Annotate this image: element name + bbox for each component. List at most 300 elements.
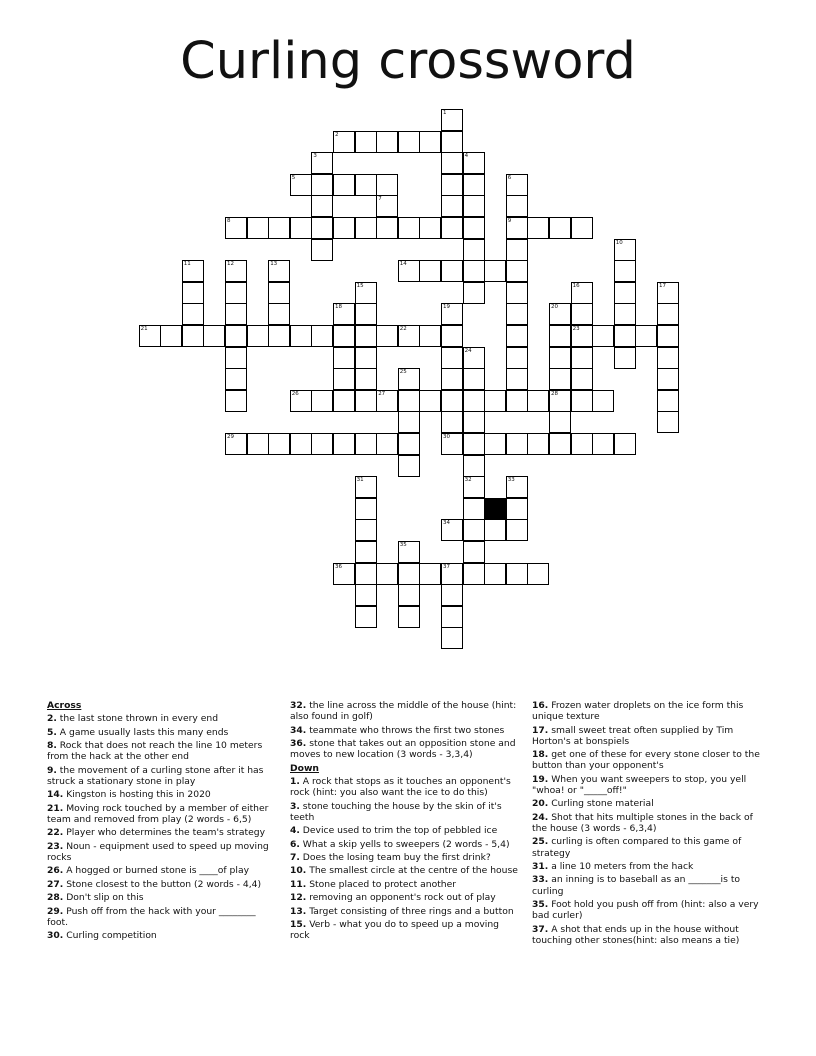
grid-cell[interactable] xyxy=(398,260,420,282)
clue-number-label: 5. xyxy=(47,726,57,738)
grid-cell[interactable] xyxy=(592,390,614,412)
grid-cell[interactable] xyxy=(549,325,571,347)
clue-text: A rock that stops as it touches an opponent's rock (hint: you also want the ice to do this) xyxy=(290,775,511,799)
grid-cell[interactable] xyxy=(549,411,571,433)
grid-cell[interactable] xyxy=(614,347,636,369)
grid-cell[interactable] xyxy=(463,433,485,455)
grid-cell[interactable] xyxy=(463,411,485,433)
grid-cell[interactable] xyxy=(506,174,528,196)
grid-cell[interactable] xyxy=(355,325,377,347)
clue-number-label: 18. xyxy=(532,749,549,761)
clue-number-label: 20. xyxy=(532,798,549,810)
grid-cell[interactable] xyxy=(463,368,485,390)
clue-number: 14 xyxy=(399,261,407,268)
grid-cell[interactable] xyxy=(441,584,463,606)
clue-number: 28 xyxy=(551,390,558,397)
down-clue-list-cont xyxy=(532,700,764,946)
grid-cell[interactable] xyxy=(311,174,333,196)
clue xyxy=(290,825,520,836)
grid-cell[interactable] xyxy=(571,303,593,325)
grid-cell[interactable] xyxy=(398,541,420,563)
grid-cell[interactable] xyxy=(225,325,247,347)
grid-cell[interactable] xyxy=(571,325,593,347)
grid-cell[interactable] xyxy=(463,390,485,412)
grid-cell[interactable] xyxy=(441,109,463,131)
grid-cell[interactable] xyxy=(376,325,398,347)
grid-cell[interactable] xyxy=(463,347,485,369)
grid-cell[interactable] xyxy=(398,606,420,628)
grid-cell[interactable] xyxy=(506,347,528,369)
clue-number: 3 xyxy=(313,153,317,160)
clue xyxy=(47,713,271,724)
grid-cell[interactable] xyxy=(333,368,355,390)
clue xyxy=(290,879,520,890)
clue xyxy=(47,727,271,738)
grid-cell[interactable] xyxy=(355,390,377,412)
clue xyxy=(532,899,764,921)
clue-text: removing an opponent's rock out of play xyxy=(306,892,496,904)
clue-text: get one of these for every stone closer to the button than your opponent's xyxy=(532,749,760,772)
grid-cell[interactable] xyxy=(182,325,204,347)
clue-text: What a skip yells to sweepers (2 words - 5,4) xyxy=(299,838,510,850)
clue-number-label: 8. xyxy=(47,740,57,752)
grid-cell[interactable] xyxy=(182,303,204,325)
grid-cell[interactable] xyxy=(268,325,290,347)
grid-cell[interactable] xyxy=(203,325,225,347)
grid-cell[interactable] xyxy=(268,282,290,304)
grid-cell[interactable] xyxy=(441,519,463,541)
grid-cell[interactable] xyxy=(463,563,485,585)
grid-cell[interactable] xyxy=(398,563,420,585)
grid-cell[interactable] xyxy=(376,174,398,196)
grid-cell[interactable] xyxy=(333,325,355,347)
grid-cell[interactable] xyxy=(463,519,485,541)
grid-cell[interactable] xyxy=(311,152,333,174)
clue-text: A hogged or burned stone is ____of play xyxy=(63,865,250,877)
clue-number-label: 17. xyxy=(532,724,549,736)
grid-cell[interactable] xyxy=(333,347,355,369)
grid-cell[interactable] xyxy=(506,217,528,239)
grid-cell[interactable] xyxy=(398,390,420,412)
clue-number-label: 33. xyxy=(532,874,549,886)
grid-cell[interactable] xyxy=(571,347,593,369)
grid-cell[interactable] xyxy=(463,152,485,174)
clue xyxy=(532,798,764,809)
grid-cell[interactable] xyxy=(225,390,247,412)
clue-number: 13 xyxy=(270,261,278,268)
clue-text: stone touching the house by the skin of it's teeth xyxy=(290,800,502,823)
grid-cell[interactable] xyxy=(506,260,528,282)
grid-cell[interactable] xyxy=(657,325,679,347)
clue-number: 15 xyxy=(356,282,364,289)
grid-cell[interactable] xyxy=(506,519,528,541)
clue xyxy=(47,765,271,787)
grid-cell[interactable] xyxy=(614,433,636,455)
grid-cell[interactable] xyxy=(376,563,398,585)
clue-number-label: 30. xyxy=(47,930,64,942)
clue-number-label: 35. xyxy=(532,898,549,910)
grid-cell[interactable] xyxy=(506,325,528,347)
grid-cell[interactable] xyxy=(506,303,528,325)
grid-cell[interactable] xyxy=(527,433,549,455)
clue-number-label: 22. xyxy=(47,827,64,839)
clue-number-label: 24. xyxy=(532,811,549,823)
grid-cell[interactable] xyxy=(225,282,247,304)
grid-cell[interactable] xyxy=(355,519,377,541)
grid-cell[interactable] xyxy=(333,174,355,196)
grid-cell[interactable] xyxy=(614,239,636,261)
grid-cell[interactable] xyxy=(398,325,420,347)
grid-cell[interactable] xyxy=(355,541,377,563)
grid-cell[interactable] xyxy=(571,217,593,239)
clue xyxy=(47,740,271,762)
grid-cell[interactable] xyxy=(376,195,398,217)
grid-cell[interactable] xyxy=(225,347,247,369)
clue-number: 26 xyxy=(291,390,299,397)
grid-cell[interactable] xyxy=(333,303,355,325)
grid-cell[interactable] xyxy=(549,217,571,239)
clue-text: Kingston is hosting this in 2020 xyxy=(63,789,211,801)
grid-cell[interactable] xyxy=(376,131,398,153)
clue-text: small sweet treat often supplied by Tim Horton's at bonspiels xyxy=(532,724,734,747)
grid-cell[interactable] xyxy=(333,217,355,239)
grid-cell[interactable] xyxy=(614,325,636,347)
grid-cell[interactable] xyxy=(657,368,679,390)
grid-cell[interactable] xyxy=(333,433,355,455)
black-square xyxy=(484,498,506,520)
grid-cell[interactable] xyxy=(419,260,441,282)
clue-number-label: 9. xyxy=(47,764,57,776)
grid-cell[interactable] xyxy=(549,303,571,325)
clue xyxy=(290,700,520,722)
clue xyxy=(47,789,271,800)
clue-number-label: 27. xyxy=(47,878,64,890)
grid-cell[interactable] xyxy=(268,260,290,282)
clue-number: 11 xyxy=(183,261,191,268)
clue-text: Curling competition xyxy=(63,930,157,942)
clue-number-label: 11. xyxy=(290,878,307,890)
grid-cell[interactable] xyxy=(463,217,485,239)
grid-cell[interactable] xyxy=(614,282,636,304)
grid-cell[interactable] xyxy=(355,282,377,304)
clue xyxy=(290,852,520,863)
grid-cell[interactable] xyxy=(527,563,549,585)
grid-cell[interactable] xyxy=(549,347,571,369)
grid-cell[interactable] xyxy=(657,282,679,304)
clue xyxy=(532,774,764,796)
across-heading: Across xyxy=(47,700,82,711)
grid-cell[interactable] xyxy=(657,303,679,325)
grid-cell[interactable] xyxy=(182,260,204,282)
grid-cell[interactable] xyxy=(398,455,420,477)
clue-text: curling is often compared to this game of strategy xyxy=(532,836,742,859)
clue-number: 32 xyxy=(464,477,472,484)
clue-number: 20 xyxy=(551,304,558,311)
grid-cell[interactable] xyxy=(225,217,247,239)
clue-text: Player who determines the team's strategy xyxy=(63,827,266,839)
clue-number: 24 xyxy=(464,347,472,354)
clue-number-label: 21. xyxy=(47,802,64,814)
grid-cell[interactable] xyxy=(247,325,269,347)
grid-cell[interactable] xyxy=(398,217,420,239)
grid-cell[interactable] xyxy=(484,563,506,585)
clue-number-label: 37. xyxy=(532,923,549,935)
grid-cell[interactable] xyxy=(441,131,463,153)
clue-number: 21 xyxy=(140,326,148,332)
clue xyxy=(290,919,520,941)
grid-cell[interactable] xyxy=(441,325,463,347)
grid-cell[interactable] xyxy=(419,217,441,239)
grid-cell[interactable] xyxy=(333,131,355,153)
clues-column-3 xyxy=(532,700,764,948)
grid-cell[interactable] xyxy=(463,455,485,477)
grid-cell[interactable] xyxy=(290,217,312,239)
grid-cell[interactable] xyxy=(441,217,463,239)
grid-cell[interactable] xyxy=(463,476,485,498)
clue-text: a line 10 meters from the hack xyxy=(548,860,694,872)
clue-number-label: 32. xyxy=(290,700,307,711)
grid-cell[interactable] xyxy=(571,282,593,304)
grid-cell[interactable] xyxy=(139,325,161,347)
grid-cell[interactable] xyxy=(398,368,420,390)
grid-cell[interactable] xyxy=(225,303,247,325)
clue-number: 5 xyxy=(291,174,296,181)
grid-cell[interactable] xyxy=(247,433,269,455)
grid-cell[interactable] xyxy=(463,282,485,304)
across-clue-list-cont xyxy=(290,700,520,760)
across-clue-list xyxy=(47,713,271,941)
grid-cell[interactable] xyxy=(311,239,333,261)
grid-cell[interactable] xyxy=(463,174,485,196)
grid-cell[interactable] xyxy=(484,519,506,541)
grid-cell[interactable] xyxy=(635,325,657,347)
grid-cell[interactable] xyxy=(441,347,463,369)
grid-cell[interactable] xyxy=(355,433,377,455)
grid-cell[interactable] xyxy=(311,195,333,217)
clue xyxy=(47,930,271,941)
grid-cell[interactable] xyxy=(549,433,571,455)
clue-number-label: 10. xyxy=(290,865,307,877)
down-heading: Down xyxy=(290,762,319,774)
grid-cell[interactable] xyxy=(527,390,549,412)
clue xyxy=(47,803,271,825)
grid-cell[interactable] xyxy=(333,390,355,412)
clue-text: an inning is to baseball as an _______is to curling xyxy=(532,874,741,897)
grid-cell[interactable] xyxy=(506,563,528,585)
grid-cell[interactable] xyxy=(355,476,377,498)
grid-cell[interactable] xyxy=(247,217,269,239)
grid-cell[interactable] xyxy=(506,433,528,455)
clue-number-label: 19. xyxy=(532,773,549,785)
grid-cell[interactable] xyxy=(441,368,463,390)
grid-cell[interactable] xyxy=(571,390,593,412)
clue-number: 8 xyxy=(227,218,231,224)
clue-number: 33 xyxy=(507,477,515,484)
down-clue-list xyxy=(290,776,520,941)
clue xyxy=(290,725,520,736)
clue xyxy=(532,749,764,771)
grid-cell[interactable] xyxy=(441,303,463,325)
grid-cell[interactable] xyxy=(506,195,528,217)
grid-cell[interactable] xyxy=(182,282,204,304)
clues-column-1 xyxy=(47,700,271,943)
clue-text: Noun - equipment used to speed up moving rocks xyxy=(47,840,269,863)
grid-cell[interactable] xyxy=(441,433,463,455)
clue-number: 22 xyxy=(399,326,407,332)
grid-cell[interactable] xyxy=(333,563,355,585)
grid-cell[interactable] xyxy=(506,239,528,261)
clue-number: 17 xyxy=(659,282,666,289)
clue-number: 7 xyxy=(378,196,382,203)
grid-cell[interactable] xyxy=(355,174,377,196)
grid-cell[interactable] xyxy=(484,390,506,412)
clue-number: 29 xyxy=(227,434,234,440)
grid-cell[interactable] xyxy=(441,260,463,282)
grid-cell[interactable] xyxy=(355,347,377,369)
grid-cell[interactable] xyxy=(419,563,441,585)
clue-number-label: 36. xyxy=(290,737,307,749)
clue-text: Device used to trim the top of pebbled ice xyxy=(299,825,498,837)
grid-cell[interactable] xyxy=(355,131,377,153)
clue xyxy=(47,892,271,903)
grid-cell[interactable] xyxy=(463,541,485,563)
clue xyxy=(532,874,764,896)
clue-number-label: 14. xyxy=(47,789,64,801)
clue-number-label: 4. xyxy=(290,825,300,837)
grid-cell[interactable] xyxy=(463,498,485,520)
grid-cell[interactable] xyxy=(419,390,441,412)
clue-number: 37 xyxy=(443,563,450,570)
grid-cell[interactable] xyxy=(441,606,463,628)
clue-text: Rock that does not reach the line 10 meters from the hack at the other end xyxy=(47,740,263,763)
grid-cell[interactable] xyxy=(355,498,377,520)
grid-cell[interactable] xyxy=(225,368,247,390)
grid-cell[interactable] xyxy=(376,217,398,239)
grid-cell[interactable] xyxy=(355,584,377,606)
grid-cell[interactable] xyxy=(311,433,333,455)
grid-cell[interactable] xyxy=(355,563,377,585)
clue-text: Verb - what you do to speed up a moving rock xyxy=(290,918,500,942)
clue-text: the movement of a curling stone after it has struck a stationary stone in play xyxy=(47,764,264,787)
grid-cell[interactable] xyxy=(441,390,463,412)
clue xyxy=(532,861,764,872)
grid-cell[interactable] xyxy=(463,195,485,217)
grid-cell[interactable] xyxy=(463,239,485,261)
clue-number-label: 7. xyxy=(290,851,300,863)
grid-cell[interactable] xyxy=(225,260,247,282)
grid-cell[interactable] xyxy=(290,325,312,347)
clue xyxy=(290,801,520,823)
clue-text: Push off from the hack with your ________ foot. xyxy=(47,905,256,928)
clue-number-label: 16. xyxy=(532,700,549,711)
grid-cell[interactable] xyxy=(398,433,420,455)
grid-cell[interactable] xyxy=(268,303,290,325)
grid-cell[interactable] xyxy=(614,260,636,282)
clue-number: 27 xyxy=(378,390,386,397)
clue-number: 23 xyxy=(572,326,580,332)
grid-cell[interactable] xyxy=(268,217,290,239)
grid-cell[interactable] xyxy=(311,217,333,239)
clue-number: 34 xyxy=(443,520,450,527)
clue-number: 25 xyxy=(399,369,407,376)
clue-number-label: 34. xyxy=(290,724,307,736)
grid-cell[interactable] xyxy=(441,195,463,217)
grid-cell[interactable] xyxy=(355,303,377,325)
grid-cell[interactable] xyxy=(376,433,398,455)
grid-cell[interactable] xyxy=(549,390,571,412)
grid-cell[interactable] xyxy=(506,476,528,498)
grid-cell[interactable] xyxy=(160,325,182,347)
grid-cell[interactable] xyxy=(506,390,528,412)
grid-cell[interactable] xyxy=(419,131,441,153)
grid-cell[interactable] xyxy=(355,606,377,628)
grid-cell[interactable] xyxy=(484,433,506,455)
grid-cell[interactable] xyxy=(441,627,463,649)
clue-text: the line across the middle of the house (hint: also found in golf) xyxy=(290,700,517,723)
grid-cell[interactable] xyxy=(441,174,463,196)
grid-cell[interactable] xyxy=(441,152,463,174)
grid-cell[interactable] xyxy=(506,498,528,520)
clue-number-label: 1. xyxy=(290,775,300,787)
clue-text: Stone closest to the button (2 words - 4,4) xyxy=(63,878,262,890)
grid-cell[interactable] xyxy=(484,260,506,282)
grid-cell[interactable] xyxy=(376,390,398,412)
grid-cell[interactable] xyxy=(290,174,312,196)
grid-cell[interactable] xyxy=(311,390,333,412)
grid-cell[interactable] xyxy=(398,584,420,606)
grid-cell[interactable] xyxy=(441,563,463,585)
grid-cell[interactable] xyxy=(355,368,377,390)
grid-cell[interactable] xyxy=(290,390,312,412)
clue-number: 6 xyxy=(507,174,512,181)
clue-number-label: 12. xyxy=(290,892,307,904)
grid-cell[interactable] xyxy=(657,347,679,369)
grid-cell[interactable] xyxy=(355,217,377,239)
clue-number-label: 25. xyxy=(532,836,549,848)
grid-cell[interactable] xyxy=(571,433,593,455)
grid-cell[interactable] xyxy=(225,433,247,455)
clue-text: Don't slip on this xyxy=(63,892,144,904)
clue xyxy=(290,738,520,760)
grid-cell[interactable] xyxy=(506,368,528,390)
grid-cell[interactable] xyxy=(571,368,593,390)
puzzle-title: Curling crossword xyxy=(180,32,636,91)
grid-cell[interactable] xyxy=(614,303,636,325)
grid-cell[interactable] xyxy=(527,217,549,239)
grid-cell[interactable] xyxy=(268,433,290,455)
clue xyxy=(290,839,520,850)
grid-cell[interactable] xyxy=(592,433,614,455)
grid-cell[interactable] xyxy=(657,411,679,433)
grid-cell[interactable] xyxy=(506,282,528,304)
grid-cell[interactable] xyxy=(441,411,463,433)
grid-cell[interactable] xyxy=(592,325,614,347)
clue-text: A shot that ends up in the house without touching other stones(hint: also means a tie) xyxy=(532,923,740,946)
grid-cell[interactable] xyxy=(657,390,679,412)
clue-number: 19 xyxy=(443,304,450,311)
grid-cell[interactable] xyxy=(549,368,571,390)
grid-cell[interactable] xyxy=(311,325,333,347)
clue-number: 16 xyxy=(572,282,580,289)
grid-cell[interactable] xyxy=(398,411,420,433)
clue-number: 2 xyxy=(335,131,339,138)
grid-cell[interactable] xyxy=(463,260,485,282)
clue-number: 35 xyxy=(399,542,407,548)
grid-cell[interactable] xyxy=(290,433,312,455)
grid-cell[interactable] xyxy=(398,131,420,153)
grid-cell[interactable] xyxy=(419,325,441,347)
clue-number-label: 29. xyxy=(47,905,64,917)
